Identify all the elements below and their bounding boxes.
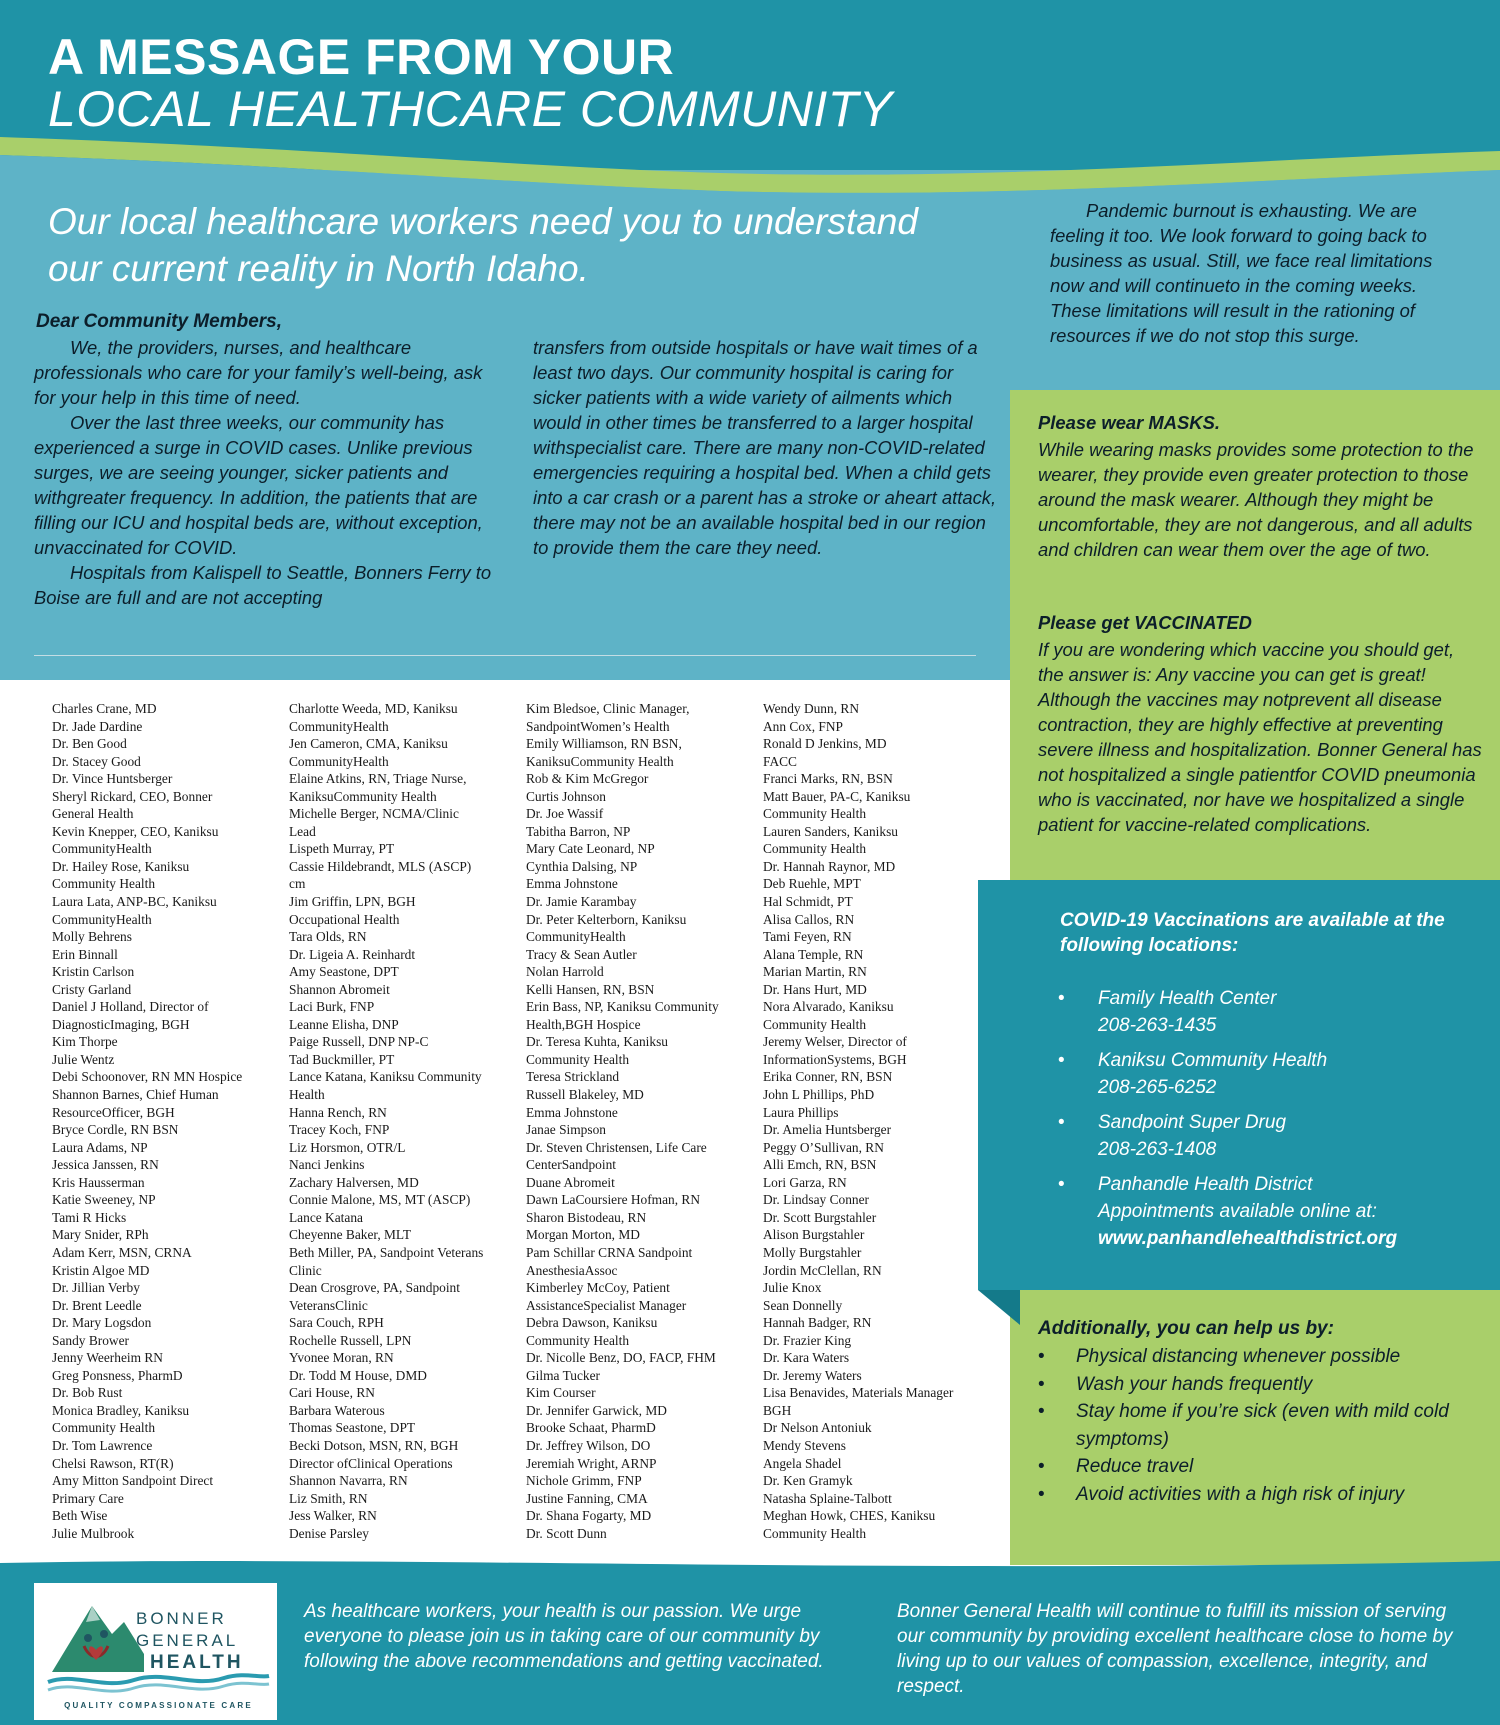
signatory-line: Jen Cameron, CMA, Kaniksu	[289, 736, 448, 752]
signatory-line: Mendy Stevens	[763, 1437, 846, 1453]
location-item	[1058, 1109, 1478, 1163]
signatory-line: Dr. Peter Kelterborn, Kaniksu	[526, 911, 687, 927]
signatory-line: Kristin Algoe MD	[52, 1262, 150, 1278]
signatory-line: Molly Burgstahler	[763, 1244, 862, 1260]
signatory-line: DiagnosticImaging, BGH	[52, 1016, 190, 1032]
signatory-line: Jeremiah Wright, ARNP	[526, 1455, 657, 1471]
signatory-line: Rochelle Russell, LPN	[289, 1332, 412, 1348]
signatory-line: John L Phillips, PhD	[763, 1087, 875, 1103]
signatory-line: Nichole Grimm, FNP	[526, 1473, 642, 1489]
signatory-line: Nanci Jenkins	[289, 1157, 365, 1173]
footer-message-left: As healthcare workers, your health is our passion. We urge everyone to please join us in taking care of our community by following the above recommendations and getting vaccinated.	[304, 1601, 824, 1672]
signatory-line: Cheyenne Baker, MLT	[289, 1227, 412, 1243]
subheadline: Our local healthcare workers need you to understand our current reality in North Idaho.	[48, 201, 919, 289]
help-item: • Physical distancing whenever possible	[1036, 1343, 1486, 1371]
signatory-line: Curtis Johnson	[526, 788, 606, 804]
signatory-line: Wendy Dunn, RN	[763, 701, 859, 716]
signatory-line: Dr. Nicolle Benz, DO, FACP, FHM	[526, 1350, 716, 1366]
signatory-line: Katie Sweeney, NP	[52, 1192, 156, 1208]
signatory-line: Dr. Lindsay Conner	[763, 1192, 869, 1208]
signatory-line: Laura Lata, ANP-BC, Kaniksu	[52, 894, 217, 910]
signatory-line: Dr. Mary Logsdon	[52, 1315, 152, 1331]
signatories-column-2	[289, 700, 521, 1542]
signatory-line: Lisa Benavides, Materials Manager	[763, 1385, 954, 1401]
signatories-column-3	[526, 700, 758, 1542]
signatory-line: Kevin Knepper, CEO, Kaniksu	[52, 823, 219, 839]
signatory-line: Kristin Carlson	[52, 964, 135, 980]
signatory-line: Franci Marks, RN, BSN	[763, 771, 893, 787]
help-list	[1036, 1343, 1486, 1508]
signatory-line: Mary Snider, RPh	[52, 1227, 149, 1243]
signatory-line: Hanna Rench, RN	[289, 1104, 387, 1120]
signatory-line: Lori Garza, RN	[763, 1174, 847, 1190]
signatory-line: Elaine Atkins, RN, Triage Nurse,	[289, 771, 467, 787]
signatory-line: Dr. Kara Waters	[763, 1350, 850, 1366]
signatory-line: General Health	[52, 806, 134, 822]
signatory-line: Michelle Berger, NCMA/Clinic	[289, 806, 459, 822]
signatory-line: Dean Crosgrove, PA, Sandpoint	[289, 1280, 460, 1296]
locations-heading: COVID-19 Vaccinations are available at the following locations:	[1060, 910, 1445, 956]
signatory-line: InformationSystems, BGH	[763, 1051, 907, 1067]
title-line-1: A MESSAGE FROM YOUR	[48, 29, 675, 85]
signatory-line: Jess Walker, RN	[289, 1508, 377, 1524]
signatory-line: Natasha Splaine-Talbott	[763, 1490, 892, 1506]
signatory-line: Kim Bledsoe, Clinic Manager,	[526, 701, 690, 716]
signatory-line: Dr. Hannah Raynor, MD	[763, 858, 896, 874]
signatory-line: Julie Knox	[763, 1280, 822, 1296]
signatory-line: Tracy & Sean Autler	[526, 946, 637, 962]
footer-message-right: Bonner General Health will continue to fulfill its mission of serving our community by providing excellent healthcare close to home by living up to our values of compassion, excellence, integrity, and respect.	[897, 1601, 1453, 1697]
logo-text-health: HEALTH	[150, 1652, 244, 1673]
signatory-line: Beth Miller, PA, Sandpoint Veterans	[289, 1244, 484, 1260]
health-district-link[interactable]: www.panhandlehealthdistrict.org	[1098, 1228, 1398, 1249]
signatory-line: Community Health	[763, 1525, 867, 1541]
signatory-line: Community Health	[763, 806, 867, 822]
letter-column-2	[533, 335, 1003, 560]
signatory-line: Dr. Steven Christensen, Life Care	[526, 1139, 707, 1155]
signatory-line: Emma Johnstone	[526, 1104, 618, 1120]
signatory-line: Alisa Callos, RN	[763, 911, 855, 927]
signatory-line: CommunityHealth	[289, 753, 389, 769]
signatory-line: Julie Mulbrook	[52, 1525, 135, 1541]
signatory-line: Dr. Bob Rust	[52, 1385, 123, 1401]
green-wave-divider	[0, 125, 1500, 195]
signatory-line: Yvonee Moran, RN	[289, 1350, 394, 1366]
location-name: • Panhandle Health District	[1098, 1174, 1313, 1195]
help-item: • Avoid activities with a high risk of injury	[1036, 1481, 1486, 1509]
signatory-line: Dr. Scott Dunn	[526, 1525, 607, 1541]
signatory-line: Community Health	[763, 841, 867, 857]
signatory-line: Nolan Harrold	[526, 964, 604, 980]
signatory-line: Barbara Waterous	[289, 1402, 385, 1418]
signatory-line: CommunityHealth	[52, 911, 152, 927]
signatory-line: Paige Russell, DNP NP-C	[289, 1034, 429, 1050]
signatory-line: Brooke Schaat, PharmD	[526, 1420, 656, 1436]
signatory-line: Dr. Teresa Kuhta, Kaniksu	[526, 1034, 668, 1050]
signatory-line: Debi Schoonover, RN MN Hospice	[52, 1069, 243, 1085]
signatories-column-1	[52, 700, 284, 1542]
signatory-line: Community Health	[52, 1420, 156, 1436]
signatory-line: Ronald D Jenkins, MD	[763, 736, 887, 752]
masks-heading: Please wear MASKS.	[1038, 412, 1220, 433]
signatory-line: Dr. Jeffrey Wilson, DO	[526, 1437, 651, 1453]
letter-paragraph: Over the last three weeks, our community has experienced a surge in COVID cases. Unlike previous surges, we are seeing younger, sicker patients and withgreater frequency. In addition, the patients that are filling our ICU and hospital beds are, without exception, unvaccinated for COVID.	[34, 412, 483, 558]
signatory-line: Dr. Jade Dardine	[52, 718, 143, 734]
signatory-line: Mary Cate Leonard, NP	[526, 841, 655, 857]
signatory-line: AnesthesiaAssoc	[526, 1262, 618, 1278]
signatory-line: Angela Shadel	[763, 1455, 842, 1471]
signatory-line: Erin Bass, NP, Kaniksu Community	[526, 999, 719, 1015]
signatory-line: Erin Binnall	[52, 946, 118, 962]
signatory-line: Emily Williamson, RN BSN,	[526, 736, 682, 752]
logo-tagline: QUALITY COMPASSIONATE CARE	[64, 1701, 253, 1710]
signatory-line: Cristy Garland	[52, 981, 132, 997]
signatory-line: Erika Conner, RN, BSN	[763, 1069, 893, 1085]
signatory-line: Monica Bradley, Kaniksu	[52, 1402, 190, 1418]
signatory-line: Sharon Bistodeau, RN	[526, 1209, 647, 1225]
signatory-line: Alli Emch, RN, BSN	[763, 1157, 877, 1173]
vaccinated-heading: Please get VACCINATED	[1038, 612, 1252, 633]
signatory-line: Director ofClinical Operations	[289, 1455, 453, 1471]
burnout-paragraph: Pandemic burnout is exhausting. We are feeling it too. We look forward to going back to business as usual. Still, we face real limitations now and will continueto in the coming weeks. These limitations will result in the rationing of resources if we do not stop this surge.	[1050, 200, 1433, 346]
letter-column-1	[34, 335, 496, 610]
signatory-line: Dr. Vince Huntsberger	[52, 771, 173, 787]
signatory-line: Dr. Jamie Karambay	[526, 894, 637, 910]
signatory-line: Hal Schmidt, PT	[763, 894, 853, 910]
signatory-line: Shannon Abromeit	[289, 981, 390, 997]
signatory-line: Dr. Stacey Good	[52, 753, 141, 769]
signatory-line: BGH	[763, 1402, 792, 1418]
signatory-line: CommunityHealth	[526, 929, 626, 945]
signatory-line: Jeremy Welser, Director of	[763, 1034, 907, 1050]
signatory-line: Dr. Ben Good	[52, 736, 127, 752]
signatory-line: ResourceOfficer, BGH	[52, 1104, 175, 1120]
signatory-line: CommunityHealth	[52, 841, 152, 857]
signatory-line: Jordin McClellan, RN	[763, 1262, 882, 1278]
signatory-line: Jim Griffin, LPN, BGH	[289, 894, 416, 910]
signatory-line: Liz Smith, RN	[289, 1490, 368, 1506]
signatory-line: Peggy O’Sullivan, RN	[763, 1139, 884, 1155]
signatory-line: Leanne Elisha, DNP	[289, 1016, 399, 1032]
divider-rule	[34, 655, 976, 656]
signatory-line: Lispeth Murray, PT	[289, 841, 395, 857]
signatory-line: Duane Abromeit	[526, 1174, 615, 1190]
signatory-line: SandpointWomen’s Health	[526, 718, 670, 734]
signatory-line: FACC	[763, 753, 797, 769]
location-item	[1058, 1171, 1478, 1252]
signatory-line: Lance Katana, Kaniksu Community	[289, 1069, 482, 1085]
signatory-line: Community Health	[52, 876, 156, 892]
signatory-line: Laura Phillips	[763, 1104, 839, 1120]
signatory-line: Connie Malone, MS, MT (ASCP)	[289, 1192, 471, 1208]
signatory-line: Cassie Hildebrandt, MLS (ASCP)	[289, 858, 472, 874]
title-line-2: LOCAL HEALTHCARE COMMUNITY	[48, 81, 893, 137]
signatory-line: Kim Thorpe	[52, 1034, 118, 1050]
location-name: • Sandpoint Super Drug	[1098, 1112, 1287, 1133]
signatory-line: Justine Fanning, CMA	[526, 1490, 648, 1506]
signatory-line: Debra Dawson, Kaniksu	[526, 1315, 658, 1331]
signatory-line: Dr. Shana Fogarty, MD	[526, 1508, 652, 1524]
signatory-line: Sean Donnelly	[763, 1297, 843, 1313]
signatory-line: Tad Buckmiller, PT	[289, 1051, 395, 1067]
salutation: Dear Community Members,	[36, 311, 283, 332]
signatory-line: Health,BGH Hospice	[526, 1016, 641, 1032]
location-phone: 208-263-1408	[1098, 1139, 1217, 1160]
signatory-line: Gilma Tucker	[526, 1367, 601, 1383]
locations-list	[1058, 985, 1478, 1260]
signatory-line: Cynthia Dalsing, NP	[526, 858, 638, 874]
signatory-line: Amy Seastone, DPT	[289, 964, 399, 980]
letter-paragraph: We, the providers, nurses, and healthcare professionals who care for your family’s well-being, ask for your help in this time of need.	[34, 337, 483, 408]
signatory-line: Dr. Tom Lawrence	[52, 1437, 153, 1453]
signatory-line: Jessica Janssen, RN	[52, 1157, 159, 1173]
signatory-line: Tracey Koch, FNP	[289, 1122, 390, 1138]
signatory-line: Ann Cox, FNP	[763, 718, 843, 734]
help-heading: Additionally, you can help us by:	[1038, 1318, 1334, 1339]
signatory-line: Rob & Kim McGregor	[526, 771, 649, 787]
signatory-line: Sara Couch, RPH	[289, 1315, 384, 1331]
help-item: • Wash your hands frequently	[1036, 1371, 1486, 1399]
signatory-line: Kim Courser	[526, 1385, 596, 1401]
signatory-line: Dr. Joe Wassif	[526, 806, 604, 822]
vaccinated-paragraph: If you are wondering which vaccine you should get, the answer is: Any vaccine you can get is great! Although the vaccines may notprevent all disease contraction, they are highly effective at preventing severe illness and hospitalization. Bonner General has not hospitalized a single patientfor COVID pneumonia who is vaccinated, nor have we hospitalized a single patient for vaccine-related complications.	[1038, 639, 1482, 835]
signatory-line: Denise Parsley	[289, 1525, 369, 1541]
signatory-line: Beth Wise	[52, 1508, 108, 1524]
location-phone: 208-265-6252	[1098, 1077, 1217, 1098]
signatory-line: Dr. Ligeia A. Reinhardt	[289, 946, 416, 962]
signatory-line: Dr. Jillian Verby	[52, 1280, 140, 1296]
signatory-line: Russell Blakeley, MD	[526, 1087, 644, 1103]
location-note: Appointments available online at:	[1098, 1201, 1377, 1222]
signatory-line: Health	[289, 1087, 325, 1103]
location-item	[1058, 1047, 1478, 1101]
signatory-line: Matt Bauer, PA-C, Kaniksu	[763, 788, 911, 804]
signatory-line: Lauren Sanders, Kaniksu	[763, 823, 898, 839]
signatory-line: Sheryl Rickard, CEO, Bonner	[52, 788, 213, 804]
signatory-line: Tami Feyen, RN	[763, 929, 852, 945]
signatory-line: Hannah Badger, RN	[763, 1315, 872, 1331]
signatory-line: Shannon Navarra, RN	[289, 1473, 408, 1489]
signatory-line: Alison Burgstahler	[763, 1227, 865, 1243]
logo-text-general: GENERAL	[136, 1631, 239, 1650]
signatory-line: Janae Simpson	[526, 1122, 606, 1138]
signatory-line: Amy Mitton Sandpoint Direct	[52, 1473, 214, 1489]
signatory-line: Alana Temple, RN	[763, 946, 864, 962]
signatory-line: Teresa Strickland	[526, 1069, 620, 1085]
signatory-line: Community Health	[763, 1016, 867, 1032]
signatories-column-4	[763, 700, 995, 1542]
location-item	[1058, 985, 1478, 1039]
signatory-line: Dr. Hans Hurt, MD	[763, 981, 867, 997]
signatory-line: Laci Burk, FNP	[289, 999, 375, 1015]
signatory-line: Dr. Brent Leedle	[52, 1297, 142, 1313]
signatory-line: CommunityHealth	[289, 718, 389, 734]
signatory-line: Dawn LaCoursiere Hofman, RN	[526, 1192, 701, 1208]
signatory-line: Dr. Amelia Huntsberger	[763, 1122, 892, 1138]
signatory-line: Tami R Hicks	[52, 1209, 127, 1225]
signatory-line: Dr. Hailey Rose, Kaniksu	[52, 858, 190, 874]
signatory-line: Sandy Brower	[52, 1332, 129, 1348]
signatory-line: Community Health	[526, 1332, 630, 1348]
signatory-line: Morgan Morton, MD	[526, 1227, 640, 1243]
signatory-line: Adam Kerr, MSN, CRNA	[52, 1244, 192, 1260]
masks-paragraph: While wearing masks provides some protection to the wearer, they provide even greater protection to those around the mask wearer. Although they might be uncomfortable, they are not dangerous, and all adults and children can wear them over the age of two.	[1038, 439, 1474, 560]
signatory-line: cm	[289, 876, 306, 892]
signatory-line: Community Health	[526, 1051, 630, 1067]
signatory-line: Liz Horsmon, OTR/L	[289, 1139, 406, 1155]
letter-paragraph: transfers from outside hospitals or have wait times of a least two days. Our community hospital is caring for sicker patients with a wide variety of ailments which would in other times be transferred to a larger hospital withspecialist care. There are many non-COVID-related emergencies requiring a hospital bed. When a child gets into a car crash or a parent has a stroke or aheart attack, there may not be an available hospital bed in our region to provide them the care they need.	[533, 337, 997, 558]
signatory-line: Tara Olds, RN	[289, 929, 367, 945]
signatory-line: Jenny Weerheim RN	[52, 1350, 163, 1366]
signatory-line: Dr. Scott Burgstahler	[763, 1209, 877, 1225]
help-item: • Stay home if you’re sick (even with mild cold symptoms)	[1036, 1398, 1486, 1453]
signatory-line: Meghan Howk, CHES, Kaniksu	[763, 1508, 936, 1524]
signatory-line: CenterSandpoint	[526, 1157, 617, 1173]
signatory-line: Becki Dotson, MSN, RN, BGH	[289, 1437, 459, 1453]
signatory-line: Cari House, RN	[289, 1385, 375, 1401]
help-item: • Reduce travel	[1036, 1453, 1486, 1481]
signatory-line: Lance Katana	[289, 1209, 363, 1225]
logo-text-bonner: BONNER	[136, 1609, 227, 1628]
signatory-line: Dr Nelson Antoniuk	[763, 1420, 872, 1436]
signatory-line: Charlotte Weeda, MD, Kaniksu	[289, 701, 458, 716]
signatory-line: Lead	[289, 823, 316, 839]
signatory-line: Greg Ponsness, PharmD	[52, 1367, 183, 1383]
signatory-line: Thomas Seastone, DPT	[289, 1420, 416, 1436]
signatory-line: Emma Johnstone	[526, 876, 618, 892]
signatory-line: Zachary Halversen, MD	[289, 1174, 419, 1190]
signatory-line: Kimberley McCoy, Patient	[526, 1280, 670, 1296]
signatory-line: Clinic	[289, 1262, 322, 1278]
signatory-line: Bryce Cordle, RN BSN	[52, 1122, 179, 1138]
signatory-line: Pam Schillar CRNA Sandpoint	[526, 1244, 693, 1260]
letter-paragraph: Hospitals from Kalispell to Seattle, Bonners Ferry to Boise are full and are not accepting	[34, 562, 492, 608]
signatory-line: Chelsi Rawson, RT(R)	[52, 1455, 174, 1471]
signatory-line: Dr. Jennifer Garwick, MD	[526, 1402, 667, 1418]
signatory-line: Marian Martin, RN	[763, 964, 867, 980]
signatory-line: Shannon Barnes, Chief Human	[52, 1087, 219, 1103]
signatory-line: Dr. Jeremy Waters	[763, 1367, 862, 1383]
location-phone: 208-263-1435	[1098, 1015, 1217, 1036]
signatory-line: AssistanceSpecialist Manager	[526, 1297, 687, 1313]
signatory-line: Laura Adams, NP	[52, 1139, 148, 1155]
signatory-line: Dr. Ken Gramyk	[763, 1473, 853, 1489]
signatory-line: Deb Ruehle, MPT	[763, 876, 861, 892]
signatory-line: KaniksuCommunity Health	[289, 788, 437, 804]
signatory-line: Dr. Todd M House, DMD	[289, 1367, 427, 1383]
signatory-line: Charles Crane, MD	[52, 701, 157, 716]
signatory-line: Kris Hausserman	[52, 1174, 145, 1190]
signatory-line: Julie Wentz	[52, 1051, 115, 1067]
location-name: • Kaniksu Community Health	[1098, 1050, 1328, 1071]
signatory-line: KaniksuCommunity Health	[526, 753, 674, 769]
signatory-line: VeteransClinic	[289, 1297, 368, 1313]
signatory-line: Primary Care	[52, 1490, 124, 1506]
signatory-line: Nora Alvarado, Kaniksu	[763, 999, 894, 1015]
signatory-line: Occupational Health	[289, 911, 400, 927]
signatory-line: Molly Behrens	[52, 929, 132, 945]
signatory-line: Daniel J Holland, Director of	[52, 999, 209, 1015]
signatory-line: Kelli Hansen, RN, BSN	[526, 981, 655, 997]
signatory-line: Tabitha Barron, NP	[526, 823, 631, 839]
location-name: • Family Health Center	[1098, 988, 1277, 1009]
signatory-line: Dr. Frazier King	[763, 1332, 852, 1348]
